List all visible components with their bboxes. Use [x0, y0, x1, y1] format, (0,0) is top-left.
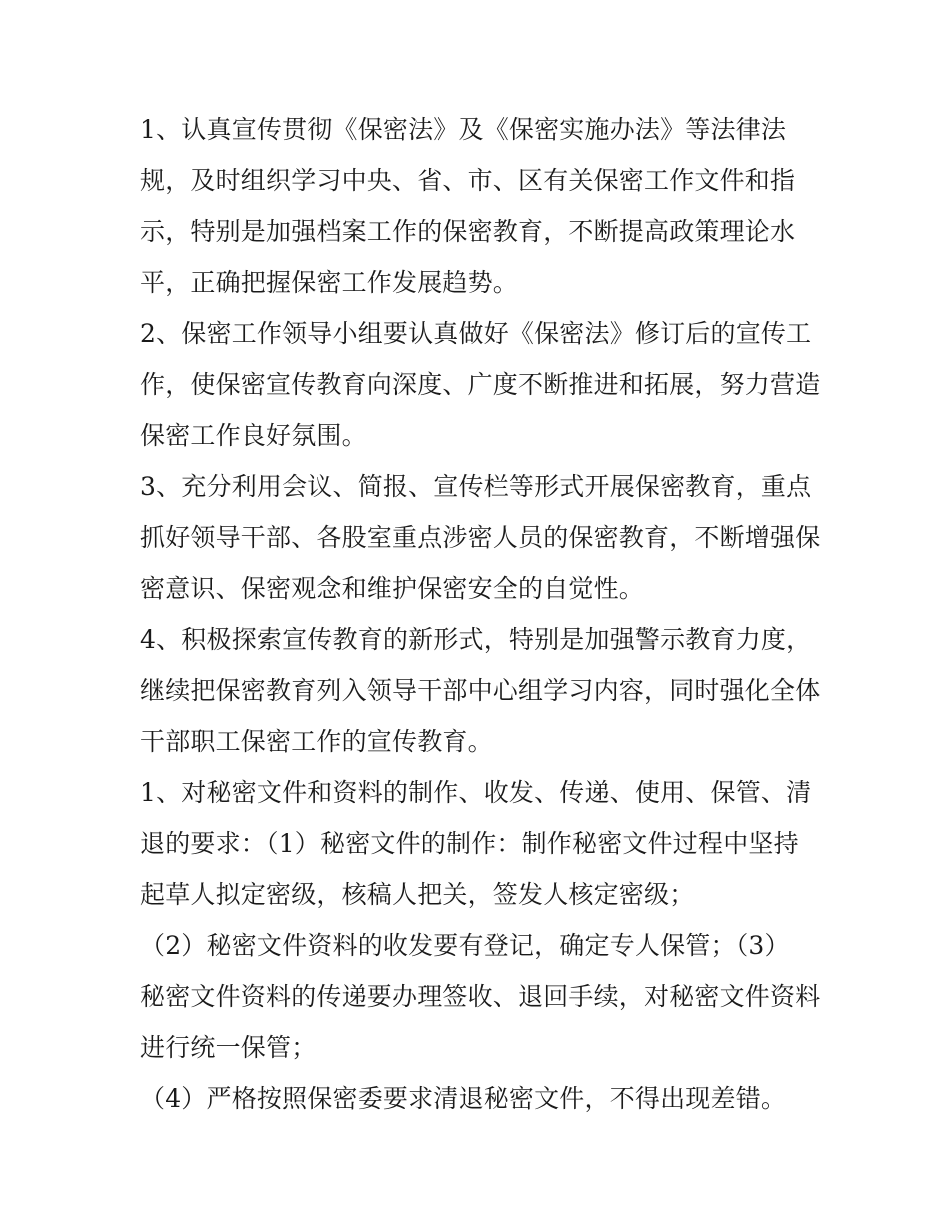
text-line: 3、充分利用会议、简报、宣传栏等形式开展保密教育，重点	[140, 472, 812, 501]
text-line: 2、保密工作领导小组要认真做好《保密法》修订后的宣传工	[140, 319, 812, 348]
paragraph-leadership-group	[140, 308, 821, 461]
text-line: 1、认真宣传贯彻《保密法》及《保密实施办法》等法律法	[140, 115, 787, 144]
text-line: 进行统一保管；	[140, 1033, 317, 1062]
text-line: 平，正确把握保密工作发展趋势。	[140, 268, 519, 297]
text-line: 秘密文件资料的传递要办理签收、退回手续，对秘密文件资料	[140, 982, 821, 1011]
text-line: 保密工作良好氛围。	[140, 421, 367, 450]
paragraph-publicity-law	[140, 104, 815, 308]
paragraph-receipt-transfer	[140, 920, 821, 1073]
text-line: 起草人拟定密级，核稿人把关，签发人核定密级；	[140, 880, 695, 909]
paragraph-secret-documents	[140, 767, 815, 920]
text-line: 4、积极探索宣传教育的新形式，特别是加强警示教育力度，	[140, 625, 812, 654]
text-line: 规，及时组织学习中央、省、市、区有关保密工作文件和指	[140, 166, 796, 195]
text-line: 抓好领导干部、各股室重点涉密人员的保密教育，不断增强保	[140, 523, 821, 552]
document-body	[140, 104, 821, 1124]
paragraph-new-forms	[140, 614, 821, 767]
text-line: 继续把保密教育列入领导干部中心组学习内容，同时强化全体	[140, 676, 821, 705]
text-line: 密意识、保密观念和维护保密安全的自觉性。	[140, 574, 645, 603]
text-line: 干部职工保密工作的宣传教育。	[140, 727, 493, 756]
text-line: 1、对秘密文件和资料的制作、收发、传递、使用、保管、清	[140, 778, 812, 807]
paragraph-clearance	[140, 1073, 815, 1124]
text-line: （2）秘密文件资料的收发要有登记，确定专人保管；（3）	[140, 931, 790, 960]
text-line: 示，特别是加强档案工作的保密教育，不断提高政策理论水	[140, 217, 796, 246]
text-line: 退的要求：（1）秘密文件的制作：制作秘密文件过程中坚持	[140, 829, 799, 858]
text-line: 作，使保密宣传教育向深度、广度不断推进和拓展，努力营造	[140, 370, 821, 399]
paragraph-meetings-briefings	[140, 461, 821, 614]
text-line: （4）严格按照保密委要求清退秘密文件，不得出现差错。	[140, 1084, 787, 1113]
